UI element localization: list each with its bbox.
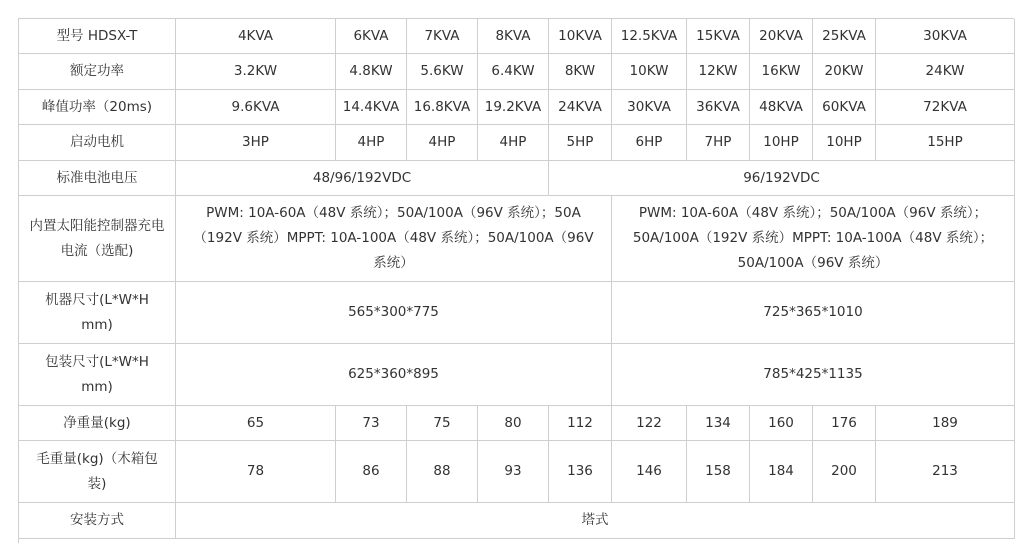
cell-peak-power: 9.6KVA	[176, 90, 336, 125]
cell-net-weight: 65	[176, 406, 336, 441]
cell-gross-weight: 158	[687, 441, 750, 503]
cell-model: 6KVA	[336, 19, 407, 54]
cell-model: 25KVA	[813, 19, 876, 54]
cell-rated-power: 8KW	[549, 54, 612, 90]
row-label-model: 型号 HDSX-T	[19, 19, 176, 54]
row-label-battery-voltage: 标准电池电压	[19, 161, 176, 196]
cell-peak-power: 60KVA	[813, 90, 876, 125]
cell-machine-size-group-a: 565*300*775	[176, 282, 612, 344]
row-label-gross-weight: 毛重量(kg)（木箱包装)	[19, 441, 176, 503]
cell-starting-motor: 10HP	[750, 125, 813, 161]
cell-installation: 塔式	[176, 503, 1015, 539]
cell-model: 8KVA	[478, 19, 549, 54]
cell-starting-motor: 10HP	[813, 125, 876, 161]
cell-gross-weight: 136	[549, 441, 612, 503]
cell-gross-weight: 200	[813, 441, 876, 503]
cell-starting-motor: 6HP	[612, 125, 687, 161]
cell-model: 10KVA	[549, 19, 612, 54]
cell-package-size-group-a: 625*360*895	[176, 344, 612, 406]
cell-starting-motor: 5HP	[549, 125, 612, 161]
cell-starting-motor: 4HP	[336, 125, 407, 161]
cell-peak-power: 19.2KVA	[478, 90, 549, 125]
cell-gross-weight: 78	[176, 441, 336, 503]
cell-rated-power: 5.6KW	[407, 54, 478, 90]
row-label-rated-power: 额定功率	[19, 54, 176, 90]
row-label-text: 内置太阳能控制器充电电流（选配)	[29, 217, 165, 259]
cell-solar-controller-group-b: PWM: 10A-60A（48V 系统）；50A/100A（96V 系统）；50A/100A（192V 系统）MPPT: 10A-100A（48V 系统）；50A/100A（96V 系统）	[612, 196, 1015, 282]
cell-rated-power: 10KW	[612, 54, 687, 90]
cell-peak-power: 72KVA	[876, 90, 1015, 125]
row-label-net-weight: 净重量(kg)	[19, 406, 176, 441]
cell-battery-voltage-group-a: 48/96/192VDC	[176, 161, 549, 196]
row-label-machine-size: 机器尺寸(L*W*H mm)	[19, 282, 176, 344]
row-label-solar-controller-current	[19, 196, 176, 282]
cell-peak-power: 48KVA	[750, 90, 813, 125]
cell-starting-motor: 3HP	[176, 125, 336, 161]
row-label-peak-power: 峰值功率（20ms)	[19, 90, 176, 125]
row-label-starting-motor: 启动电机	[19, 125, 176, 161]
cell-starting-motor: 15HP	[876, 125, 1015, 161]
cell-starting-motor: 7HP	[687, 125, 750, 161]
cell-rated-power: 20KW	[813, 54, 876, 90]
cell-model: 4KVA	[176, 19, 336, 54]
cell-rated-power: 24KW	[876, 54, 1015, 90]
cell-net-weight: 75	[407, 406, 478, 441]
cell-model: 7KVA	[407, 19, 478, 54]
cell-peak-power: 36KVA	[687, 90, 750, 125]
cell-net-weight: 112	[549, 406, 612, 441]
cell-rated-power: 6.4KW	[478, 54, 549, 90]
cell-model: 30KVA	[876, 19, 1015, 54]
cell-solar-controller-group-a: PWM: 10A-60A（48V 系统）；50A/100A（96V 系统）；50A（192V 系统）MPPT: 10A-100A（48V 系统）；50A/100A（96V 系统）	[176, 196, 612, 282]
cell-gross-weight: 146	[612, 441, 687, 503]
cell-rated-power: 3.2KW	[176, 54, 336, 90]
cell-net-weight: 73	[336, 406, 407, 441]
cell-gross-weight: 86	[336, 441, 407, 503]
cell-net-weight: 134	[687, 406, 750, 441]
cell-peak-power: 16.8KVA	[407, 90, 478, 125]
cell-rated-power: 16KW	[750, 54, 813, 90]
cell-gross-weight: 88	[407, 441, 478, 503]
cell-net-weight: 122	[612, 406, 687, 441]
cell-model: 12.5KVA	[612, 19, 687, 54]
cell-model: 15KVA	[687, 19, 750, 54]
cell-peak-power: 30KVA	[612, 90, 687, 125]
cell-battery-voltage-group-b: 96/192VDC	[549, 161, 1015, 196]
spec-table	[18, 18, 1014, 543]
cell-model: 20KVA	[750, 19, 813, 54]
cell-peak-power: 14.4KVA	[336, 90, 407, 125]
row-label-package-size: 包装尺寸(L*W*H mm)	[19, 344, 176, 406]
cell-net-weight: 176	[813, 406, 876, 441]
cell-starting-motor: 4HP	[478, 125, 549, 161]
cell-peak-power: 24KVA	[549, 90, 612, 125]
cell-rated-power: 12KW	[687, 54, 750, 90]
cell-starting-motor: 4HP	[407, 125, 478, 161]
cell-rated-power: 4.8KW	[336, 54, 407, 90]
cell-gross-weight: 184	[750, 441, 813, 503]
cell-machine-size-group-b: 725*365*1010	[612, 282, 1015, 344]
cell-gross-weight: 213	[876, 441, 1015, 503]
cell-net-weight: 80	[478, 406, 549, 441]
row-label-installation: 安装方式	[19, 503, 176, 539]
cell-package-size-group-b: 785*425*1135	[612, 344, 1015, 406]
cell-net-weight: 160	[750, 406, 813, 441]
cell-gross-weight: 93	[478, 441, 549, 503]
cell-net-weight: 189	[876, 406, 1015, 441]
